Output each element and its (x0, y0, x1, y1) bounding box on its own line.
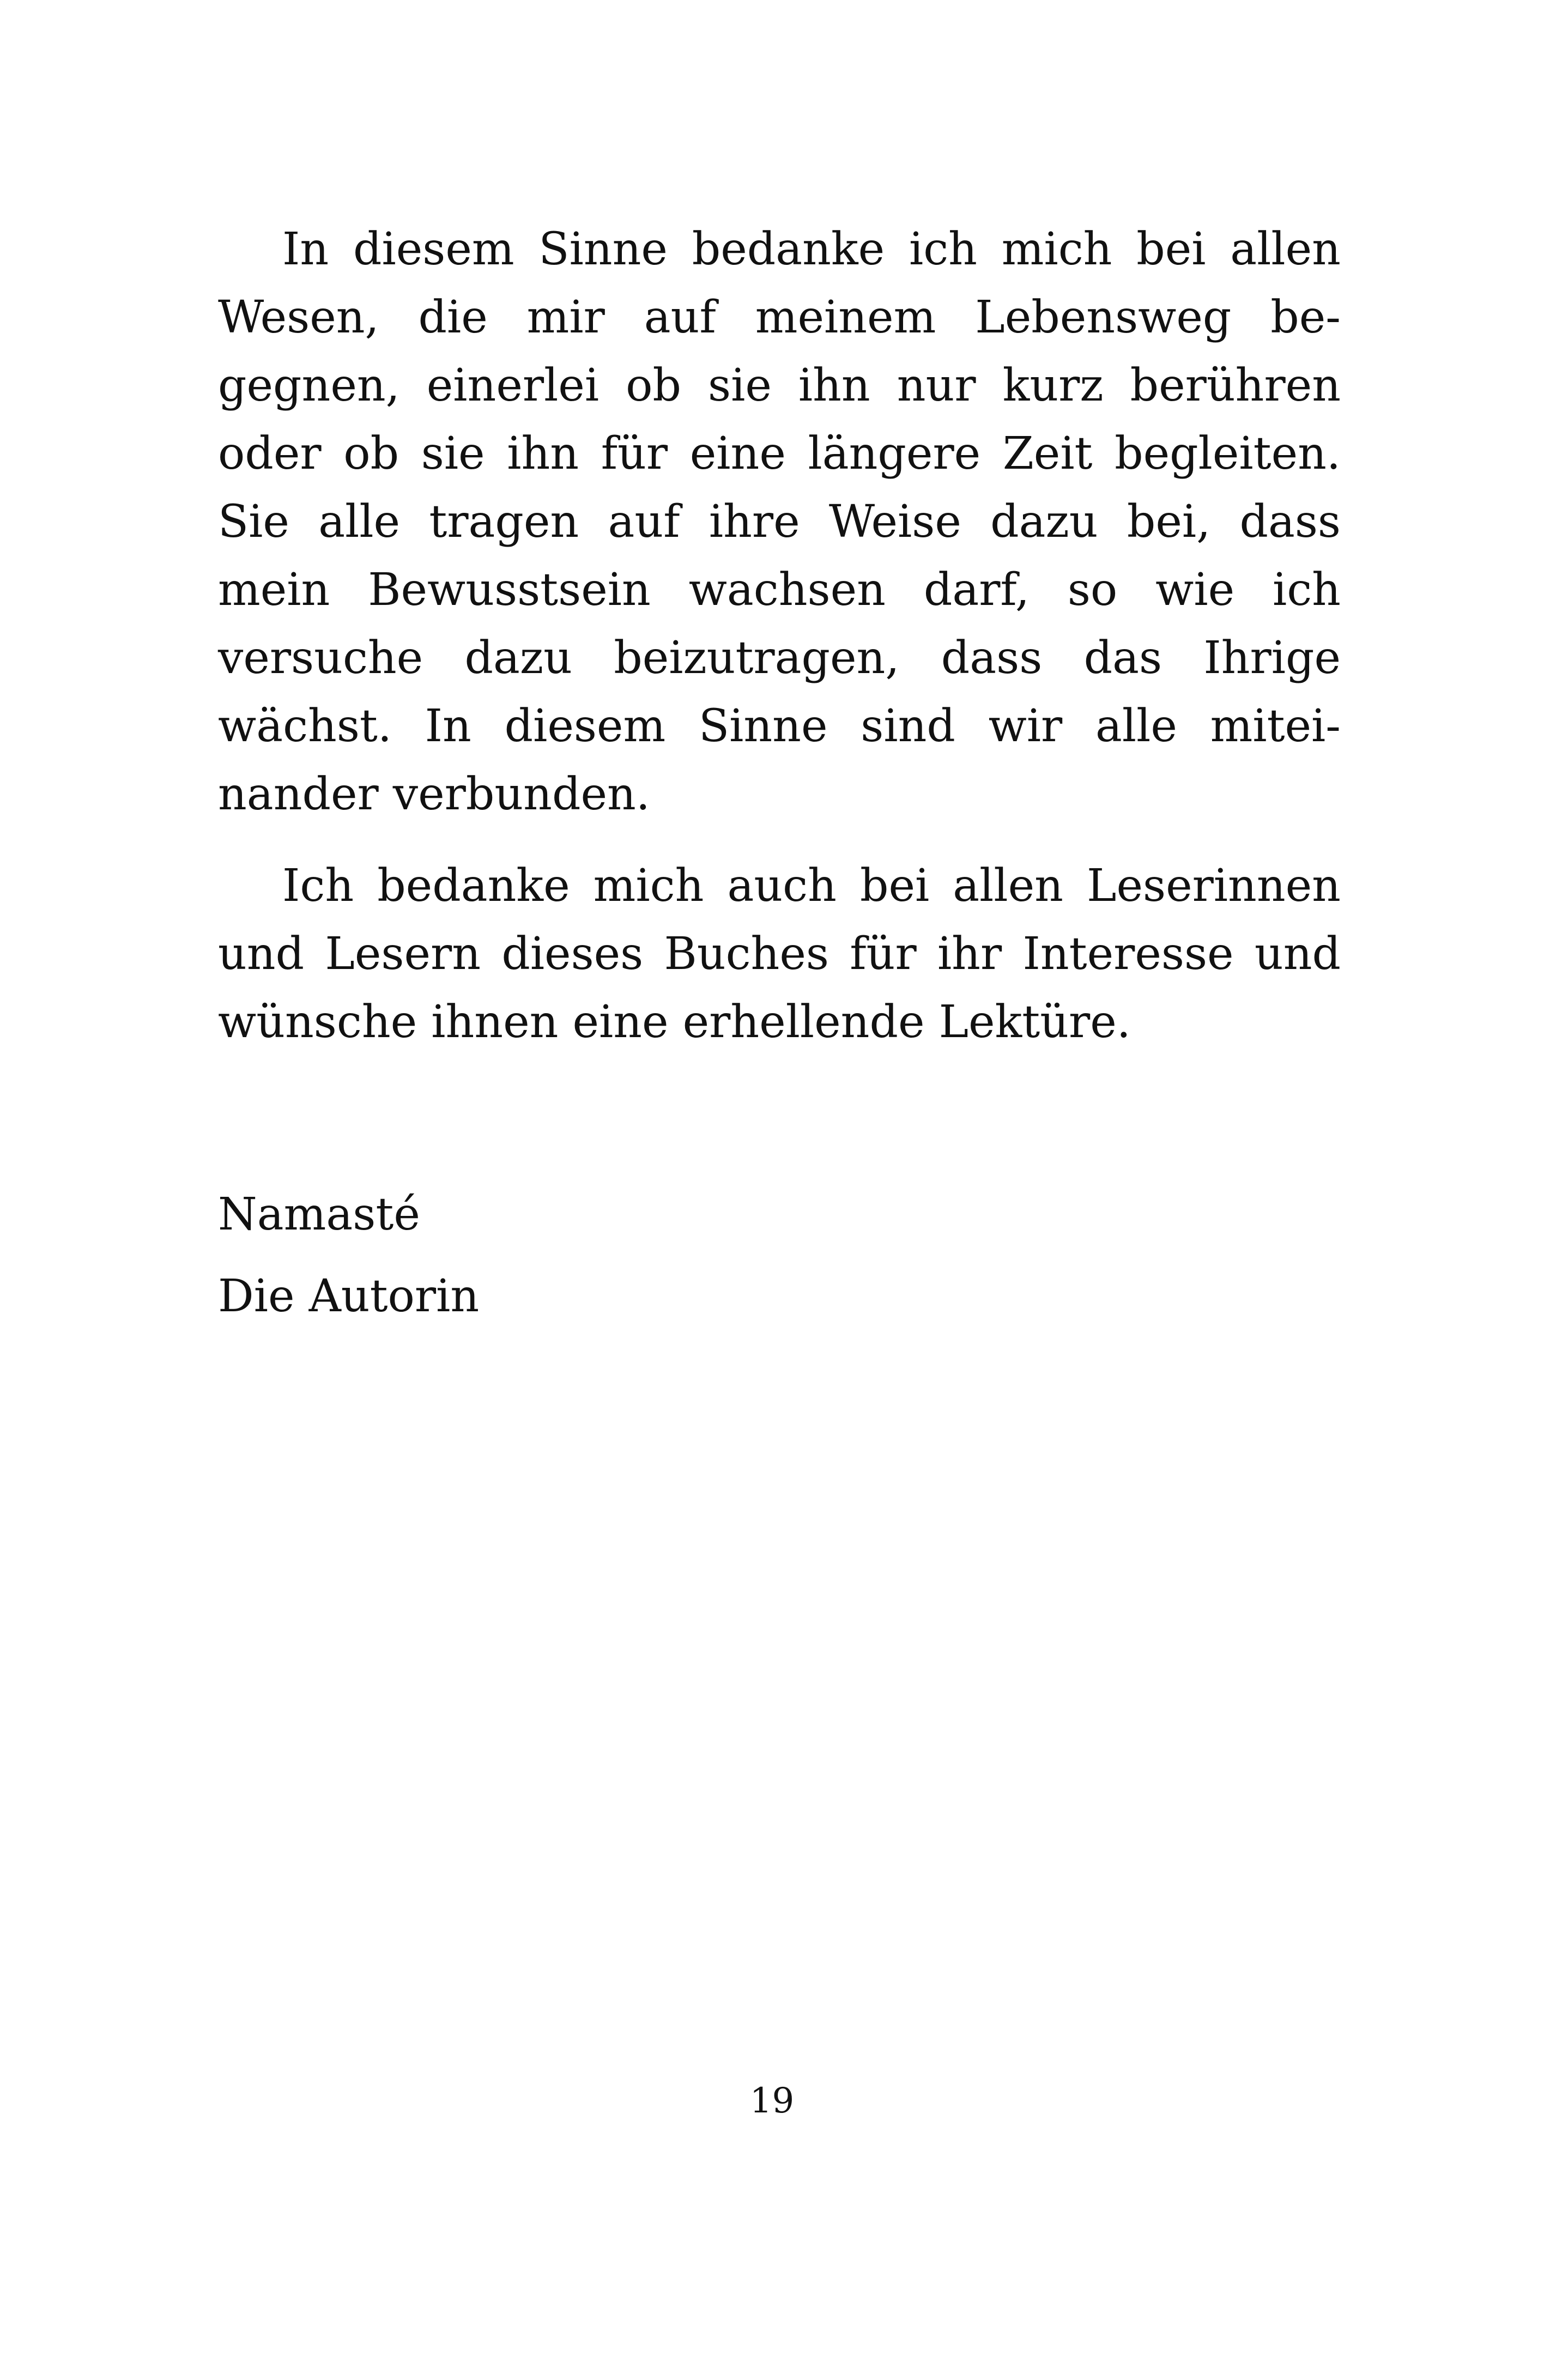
signature-greeting: Namasté (218, 1189, 420, 1240)
paragraph-acknowledgement (218, 215, 1341, 828)
body-text (218, 215, 1341, 1056)
text-line: versuche dazu beizutragen, dass das Ihrige (218, 632, 1341, 684)
text-line: Sie alle tragen auf ihre Weise dazu bei, dass (218, 496, 1341, 548)
text-line: wächst. In diesem Sinne sind wir alle mitei- (218, 700, 1341, 752)
text-line: mein Bewusstsein wachsen darf, so wie ich (218, 564, 1341, 616)
paragraph-readers-thanks (218, 852, 1341, 1056)
text-line: Wesen, die mir auf meinem Lebensweg be- (218, 292, 1341, 343)
signature-author: Die Autorin (218, 1270, 480, 1322)
text-line: gegnen, einerlei ob sie ihn nur kurz berühren (218, 360, 1341, 411)
text-line: und Lesern dieses Buches für ihr Interesse und (218, 928, 1341, 980)
text-line: In diesem Sinne bedanke ich mich bei allen (282, 223, 1341, 275)
text-line: Ich bedanke mich auch bei allen Leserinnen (282, 860, 1341, 912)
signature-block (218, 1174, 872, 1337)
page-number: 19 (749, 2081, 795, 2121)
paragraph-spacer (218, 828, 1341, 852)
text-line: wünsche ihnen eine erhellende Lektüre. (218, 996, 1131, 1048)
text-line: oder ob sie ihn für eine längere Zeit begleiten. (218, 428, 1341, 480)
text-line: nander verbunden. (218, 768, 650, 820)
